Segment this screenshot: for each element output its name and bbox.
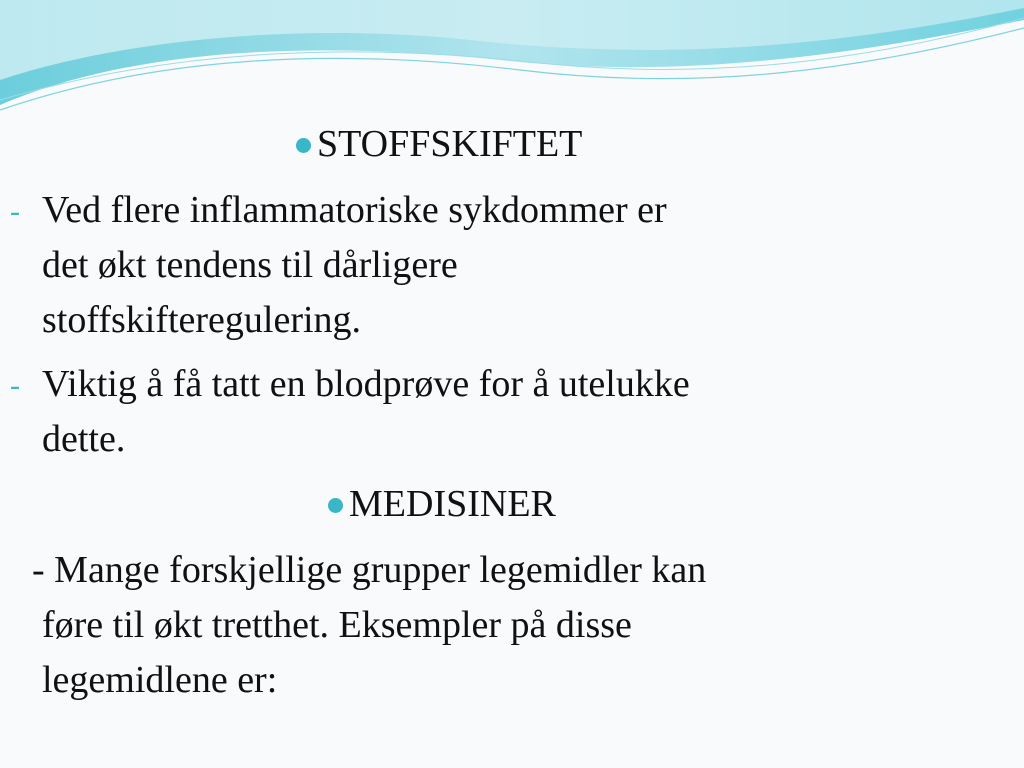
section-heading-text: MEDISINER (349, 483, 556, 525)
paragraph-line: - Mange forskjellige grupper legemidler kan (32, 549, 707, 591)
list-item-line: det økt tendens til dårligere (42, 244, 458, 286)
paragraph-line: føre til økt tretthet. Eksempler på disse (42, 604, 632, 646)
dash-marker: - (10, 369, 20, 402)
section-heading-medisiner (328, 482, 556, 526)
list-item-line: Ved flere inflammatoriske sykdommer er (42, 189, 667, 231)
paragraph-line: legemidlene er: (42, 659, 278, 701)
bullet-dot-icon (296, 138, 311, 153)
section-heading-stoffskiftet (296, 122, 582, 166)
list-item-line: dette. (42, 418, 126, 460)
dash-marker: - (10, 195, 20, 228)
bullet-dot-icon (328, 498, 343, 513)
section-heading-text: STOFFSKIFTET (317, 123, 583, 165)
list-item-line: Viktig å få tatt en blodprøve for å utelukke (42, 363, 690, 405)
list-item-line: stoffskifteregulering. (42, 299, 362, 341)
